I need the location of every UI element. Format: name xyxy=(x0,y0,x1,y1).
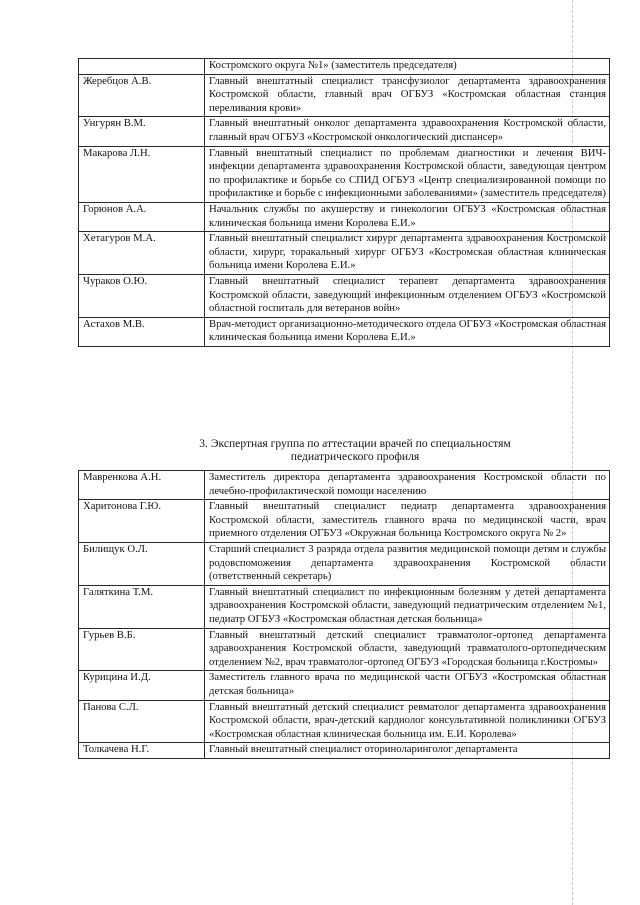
table-row xyxy=(79,232,610,275)
member-position: Заместитель главного врача по медицинской части ОГБУЗ «Костромская областная детская больница» xyxy=(205,671,610,700)
table-row xyxy=(79,117,610,146)
member-name: Билищук О.Л. xyxy=(79,542,205,585)
member-position: Главный внештатный онколог департамента здравоохранения Костромской области, главный врач ОГБУЗ «Костромской онкологический диспансер» xyxy=(205,117,610,146)
member-name: Галяткина Т.М. xyxy=(79,585,205,628)
table-row xyxy=(79,74,610,117)
table-row xyxy=(79,317,610,346)
member-name xyxy=(79,59,205,75)
member-name: Толкачева Н.Г. xyxy=(79,743,205,759)
table-row xyxy=(79,542,610,585)
table-row xyxy=(79,202,610,231)
member-position: Главный внештатный специалист по инфекционным болезням у детей департамента здравоохранения Костромской области, заведующий педиатрическим отделением №1, педиатр ОГБУЗ «Костромская областная детская больница» xyxy=(205,585,610,628)
member-position: Начальник службы по акушерству и гинекологии ОГБУЗ «Костромская областная клиническая больница имени Королева Е.И.» xyxy=(205,202,610,231)
member-name: Астахов М.В. xyxy=(79,317,205,346)
table-row xyxy=(79,585,610,628)
member-position: Главный внештатный специалист оториноларинголог департамента xyxy=(205,743,610,759)
member-name: Жеребцов А.В. xyxy=(79,74,205,117)
member-name: Хетагуров М.А. xyxy=(79,232,205,275)
section-heading-line-1: 3. Экспертная группа по аттестации врачей по специальностям xyxy=(199,437,511,450)
member-name: Чураков О.Ю. xyxy=(79,274,205,317)
member-name: Харитонова Г.Ю. xyxy=(79,500,205,543)
table-row xyxy=(79,471,610,500)
member-position: Главный внештатный специалист педиатр департамента здравоохранения Костромской области, заместитель главного врача по медицинской части, врач приемного отделения ОГБУЗ «Окружная больница Костромского округа № 2» xyxy=(205,500,610,543)
member-name: Унгурян В.М. xyxy=(79,117,205,146)
member-name: Горюнов А.А. xyxy=(79,202,205,231)
table-row xyxy=(79,146,610,202)
member-position: Старший специалист 3 разряда отдела развития медицинской помощи детям и службы родовспоможения департамента здравоохранения Костромской области (ответственный секретарь) xyxy=(205,542,610,585)
commission-members-table xyxy=(78,58,610,347)
member-position: Главный внештатный специалист по проблемам диагностики и лечения ВИЧ-инфекции департамента здравоохранения Костромской области, заведующая центром по профилактике и борьбе со СПИД ОГБУЗ «Центр специализированной помощи по профилактике и борьбе с инфекционными заболеваниями» (заместитель председателя) xyxy=(205,146,610,202)
table-row xyxy=(79,628,610,671)
table-row xyxy=(79,59,610,75)
table-row xyxy=(79,274,610,317)
member-name: Гурьев В.Б. xyxy=(79,628,205,671)
section-heading-line-2: педиатрического профиля xyxy=(290,450,420,464)
member-position: Главный внештатный детский специалист травматолог-ортопед департамента здравоохранения Костромской области, заведующий травматолого-ортопедическим отделением №2, врач травматолог-ортопед ОГБУЗ «Городская больница г.Костромы» xyxy=(205,628,610,671)
table-row xyxy=(79,671,610,700)
member-position: Врач-методист организационно-методического отдела ОГБУЗ «Костромская областная клиническая больница имени Королева Е.И.» xyxy=(205,317,610,346)
table-row xyxy=(79,700,610,743)
member-name: Макарова Л.Н. xyxy=(79,146,205,202)
member-position: Главный внештатный специалист хирург департамента здравоохранения Костромской области, хирург, торакальный хирург ОГБУЗ «Костромская областная клиническая больница имени Королева Е.И.» xyxy=(205,232,610,275)
member-position: Заместитель директора департамента здравоохранения Костромской области по лечебно-профилактической помощи населению xyxy=(205,471,610,500)
table-row xyxy=(79,743,610,759)
member-position: Главный внештатный специалист терапевт департамента здравоохранения Костромской области, заведующий инфекционным отделением ОГБУЗ «Костромской областной госпиталь для ветеранов войн» xyxy=(205,274,610,317)
member-name: Мавренкова А.Н. xyxy=(79,471,205,500)
member-name: Панова С.Л. xyxy=(79,700,205,743)
member-position: Костромского округа №1» (заместитель председателя) xyxy=(205,59,610,75)
pediatric-expert-group-table xyxy=(78,470,610,759)
member-position: Главный внештатный детский специалист ревматолог департамента здравоохранения Костромской области, врач-детский кардиолог консультативной поликлиники ОГБУЗ «Костромская областная клиническая больница им. Е.И. Королева» xyxy=(205,700,610,743)
member-name: Курицина И.Д. xyxy=(79,671,205,700)
section-heading xyxy=(150,437,560,464)
table-row xyxy=(79,500,610,543)
member-position: Главный внештатный специалист трансфузиолог департамента здравоохранения Костромской области, главный врач ОГБУЗ «Костромская областная станция переливания крови» xyxy=(205,74,610,117)
